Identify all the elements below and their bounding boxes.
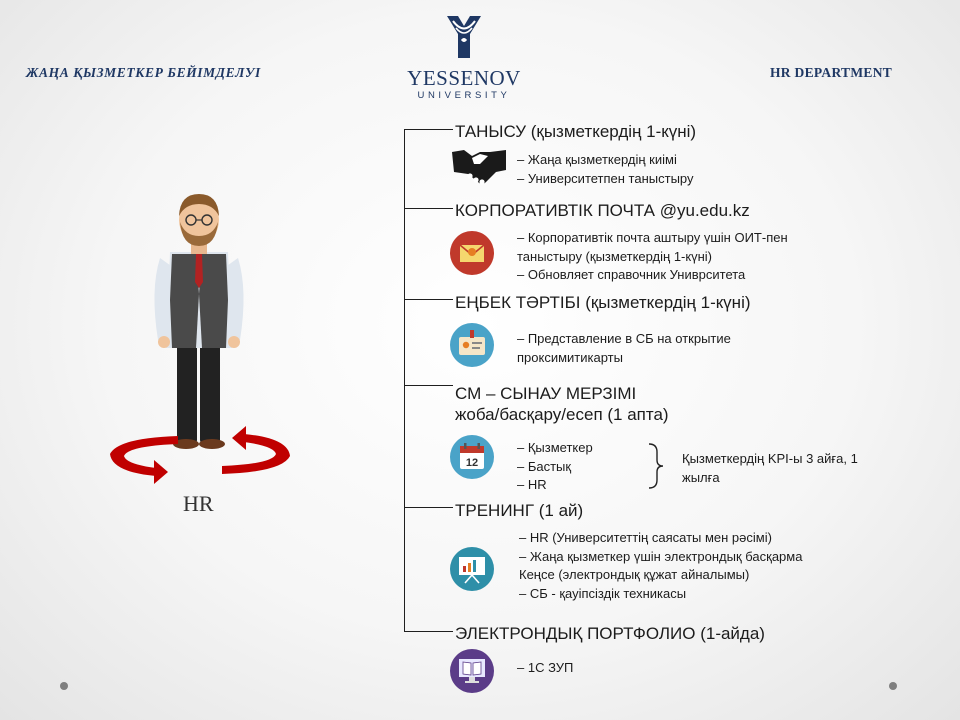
- bullet-item: – Университетпен таныстыру: [517, 170, 694, 186]
- bullet-item: – 1С ЗУП: [517, 660, 574, 675]
- timeline-tick: [405, 129, 453, 130]
- decorative-dot: [889, 682, 897, 690]
- id-card-icon: [449, 322, 495, 368]
- timeline-tick: [405, 208, 453, 209]
- logo-name: YESSENOV: [407, 66, 521, 90]
- university-logo: [404, 14, 524, 101]
- bullet-item: проксимитикарты: [517, 349, 623, 365]
- timeline-tick: [405, 385, 453, 386]
- curly-brace-icon: [646, 442, 666, 490]
- bullet-item: – Жаңа қызметкердің киімі: [517, 152, 677, 167]
- kpi-note-line: Қызметкердің KPI-ы 3 айға, 1: [682, 451, 858, 466]
- section-title-training: ТРЕНИНГ (1 ай): [455, 501, 584, 520]
- mail-icon: [449, 230, 495, 276]
- section-bullets-acquaintance: [517, 151, 694, 188]
- bullet-item: – Қызметкер: [517, 440, 593, 455]
- decorative-dot: [60, 682, 68, 690]
- timeline-tick: [405, 631, 453, 632]
- section-bullets-training: [519, 529, 802, 603]
- bullet-item: – Обновляет справочник Униврситета: [517, 267, 746, 282]
- timeline-tick: [405, 507, 453, 508]
- calendar-icon: [449, 434, 495, 480]
- section-bullets-probation: [517, 439, 593, 495]
- section-title-corporate-mail: КОРПОРАТИВТІК ПОЧТА @yu.edu.kz: [455, 201, 750, 220]
- bullet-item: – Бастық: [517, 458, 572, 474]
- bullet-item: – Корпоративтік почта аштыру үшін ОИТ-пен: [517, 230, 788, 245]
- section-bullets-corporate-mail: [517, 229, 788, 285]
- bullet-item: – HR: [517, 477, 547, 492]
- timeline-tick: [405, 299, 453, 300]
- bullet-item: – Представление в СБ на открытие: [517, 331, 731, 346]
- hr-figure-label: HR: [183, 491, 214, 516]
- presentation-icon: [449, 546, 495, 592]
- section-title-probation: [455, 383, 669, 425]
- kpi-note: [682, 450, 858, 487]
- section-title-acquaintance: ТАНЫСУ (қызметкердің 1-күні): [455, 122, 697, 141]
- header-left-title: ЖАҢА ҚЫЗМЕТКЕР БЕЙІМДЕЛУІ: [26, 65, 261, 80]
- section-title-portfolio: ЭЛЕКТРОНДЫҚ ПОРТФОЛИО (1-айда): [455, 624, 765, 643]
- bullet-item: таныстыру (қызметкердің 1-күні): [517, 248, 712, 264]
- book-monitor-icon: [449, 648, 495, 694]
- section-bullets-portfolio: [517, 659, 573, 678]
- kpi-note-line: жылға: [682, 469, 720, 485]
- rotation-arrows-icon: [100, 422, 300, 488]
- bullet-item: – HR (Университеттің саясаты мен рәсімі): [519, 530, 772, 545]
- bullet-item: – Жаңа қызметкер үшін электрондық басқарма: [519, 548, 803, 564]
- section-title-line: жоба/басқару/есеп (1 апта): [455, 405, 669, 424]
- header-right-title: HR DEPARTMENT: [770, 65, 893, 80]
- calendar-day: 12: [465, 457, 479, 469]
- bullet-item: Кеңсе (электрондық құжат айналымы): [519, 567, 750, 582]
- handshake-icon: [450, 144, 508, 188]
- section-bullets-labor-discipline: [517, 330, 731, 367]
- logo-subtitle: UNIVERSITY: [417, 90, 511, 101]
- logo-emblem-icon: [444, 14, 484, 60]
- timeline-bracket: [404, 129, 453, 632]
- section-title-labor-discipline: ЕҢБЕК ТӘРТІБІ (қызметкердің 1-күні): [455, 293, 751, 312]
- bullet-item: – СБ - қауіпсіздік техникасы: [519, 585, 687, 601]
- section-title-line: СМ – СЫНАУ МЕРЗІМІ: [455, 384, 637, 403]
